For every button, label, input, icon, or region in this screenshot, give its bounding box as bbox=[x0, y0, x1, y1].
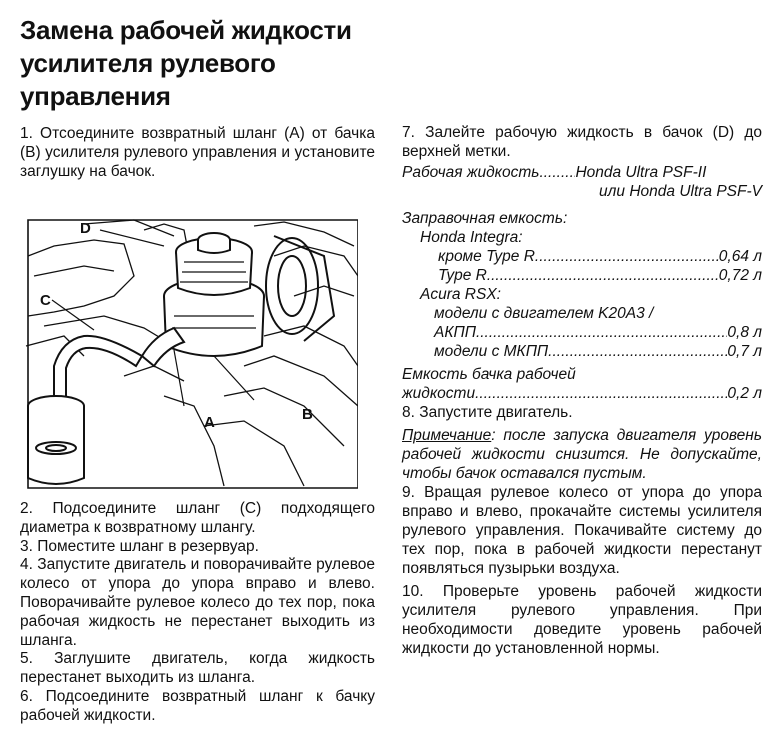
rsx-heading: Acura RSX: bbox=[420, 286, 501, 303]
dot-leader bbox=[487, 266, 719, 285]
k20a3-value: 0,8 л bbox=[727, 324, 762, 341]
capacity-spec bbox=[402, 209, 762, 403]
step-9: 9. Вращая рулевое колесо от упора до упора вправо и влево, прокачайте системы усилителя рулевого управления. Покачивайте систему до тех пор, пока в рабочей жидкости перестанут появляться пузырьки воздуха. bbox=[402, 484, 762, 577]
mkpp-value: 0,7 л bbox=[727, 343, 762, 360]
type-r-label: Type R bbox=[438, 267, 487, 284]
engine-illustration bbox=[24, 216, 358, 492]
step-3: 3. Поместите шланг в резервуар. bbox=[20, 537, 259, 555]
fluid-value-2: или Honda Ultra PSF-V bbox=[599, 183, 762, 200]
step-10: 10. Проверьте уровень рабочей жидкости усилителя рулевого управления. При необходимости доведите уровень рабочей жидкости до установленной нормы. bbox=[402, 583, 762, 657]
dot-leader bbox=[548, 342, 727, 361]
fluid-label: Рабочая жидкость bbox=[402, 164, 540, 181]
k20a3-line1: модели с двигателем K20A3 / bbox=[434, 305, 654, 322]
fluid-spec bbox=[402, 163, 762, 201]
note bbox=[402, 426, 762, 483]
row-except-type-r bbox=[402, 247, 762, 266]
step-2: 2. Подсоедините шланг (C) подходящего диаметра к возвратному шлангу. bbox=[20, 500, 375, 536]
k20a3-line2: АКПП bbox=[434, 324, 476, 341]
row-k20a3 bbox=[402, 323, 762, 342]
except-type-r-value: 0,64 л bbox=[718, 248, 762, 265]
step-8: 8. Запустите двигатель. bbox=[402, 404, 573, 421]
mkpp-label: модели с МКПП bbox=[434, 343, 549, 360]
step-1: 1. Отсоедините возвратный шланг (A) от бачка (B) усилителя рулевого управления и установите заглушку на бачок. bbox=[20, 125, 375, 180]
label-a: A bbox=[204, 414, 215, 431]
fluid-value-1: Honda Ultra PSF-II bbox=[575, 164, 707, 181]
note-text: : после запуска двигателя уровень рабочей жидкости снизится. Не допускайте, чтобы бачок оставался пустым. bbox=[402, 427, 762, 482]
dot-leader bbox=[539, 163, 575, 182]
except-type-r-label: кроме Type R bbox=[438, 248, 535, 265]
right-column bbox=[402, 123, 762, 658]
reservoir-value: 0,2 л bbox=[727, 385, 762, 402]
label-b: B bbox=[302, 406, 313, 423]
step-6: 6. Подсоедините возвратный шланг к бачку рабочей жидкости. bbox=[20, 687, 375, 724]
engine-drawing bbox=[24, 216, 358, 492]
dot-leader bbox=[535, 247, 719, 266]
left-column-bottom bbox=[20, 500, 375, 726]
row-mkpp bbox=[402, 342, 762, 361]
type-r-value: 0,72 л bbox=[718, 267, 762, 284]
left-column-top bbox=[20, 124, 375, 181]
fluid-row bbox=[402, 163, 762, 182]
page-title: Замена рабочей жидкости усилителя рулевого управления bbox=[20, 15, 352, 111]
step-5: 5. Заглушите двигатель, когда жидкость перестанет выходить из шланга. bbox=[20, 650, 375, 687]
capacity-heading: Заправочная емкость: bbox=[402, 210, 568, 227]
dot-leader bbox=[475, 384, 727, 403]
row-reservoir bbox=[402, 384, 762, 403]
row-type-r bbox=[402, 266, 762, 285]
reservoir-line2: жидкости bbox=[402, 385, 476, 402]
step-4: 4. Запустите двигатель и поворачивайте рулевое колесо от упора до упора вправо и влево. Поворачивайте рулевое колесо до тех пор, пока рабочая жидкость не перестанет выходить из шланга. bbox=[20, 556, 375, 649]
label-c: C bbox=[40, 292, 51, 309]
note-label: Примечание bbox=[402, 427, 492, 444]
label-d: D bbox=[80, 220, 91, 237]
step-7: 7. Залейте рабочую жидкость в бачок (D) до верхней метки. bbox=[402, 124, 762, 160]
reservoir-line1: Емкость бачка рабочей bbox=[402, 366, 576, 383]
dot-leader bbox=[476, 323, 727, 342]
integra-heading: Honda Integra: bbox=[420, 229, 523, 246]
